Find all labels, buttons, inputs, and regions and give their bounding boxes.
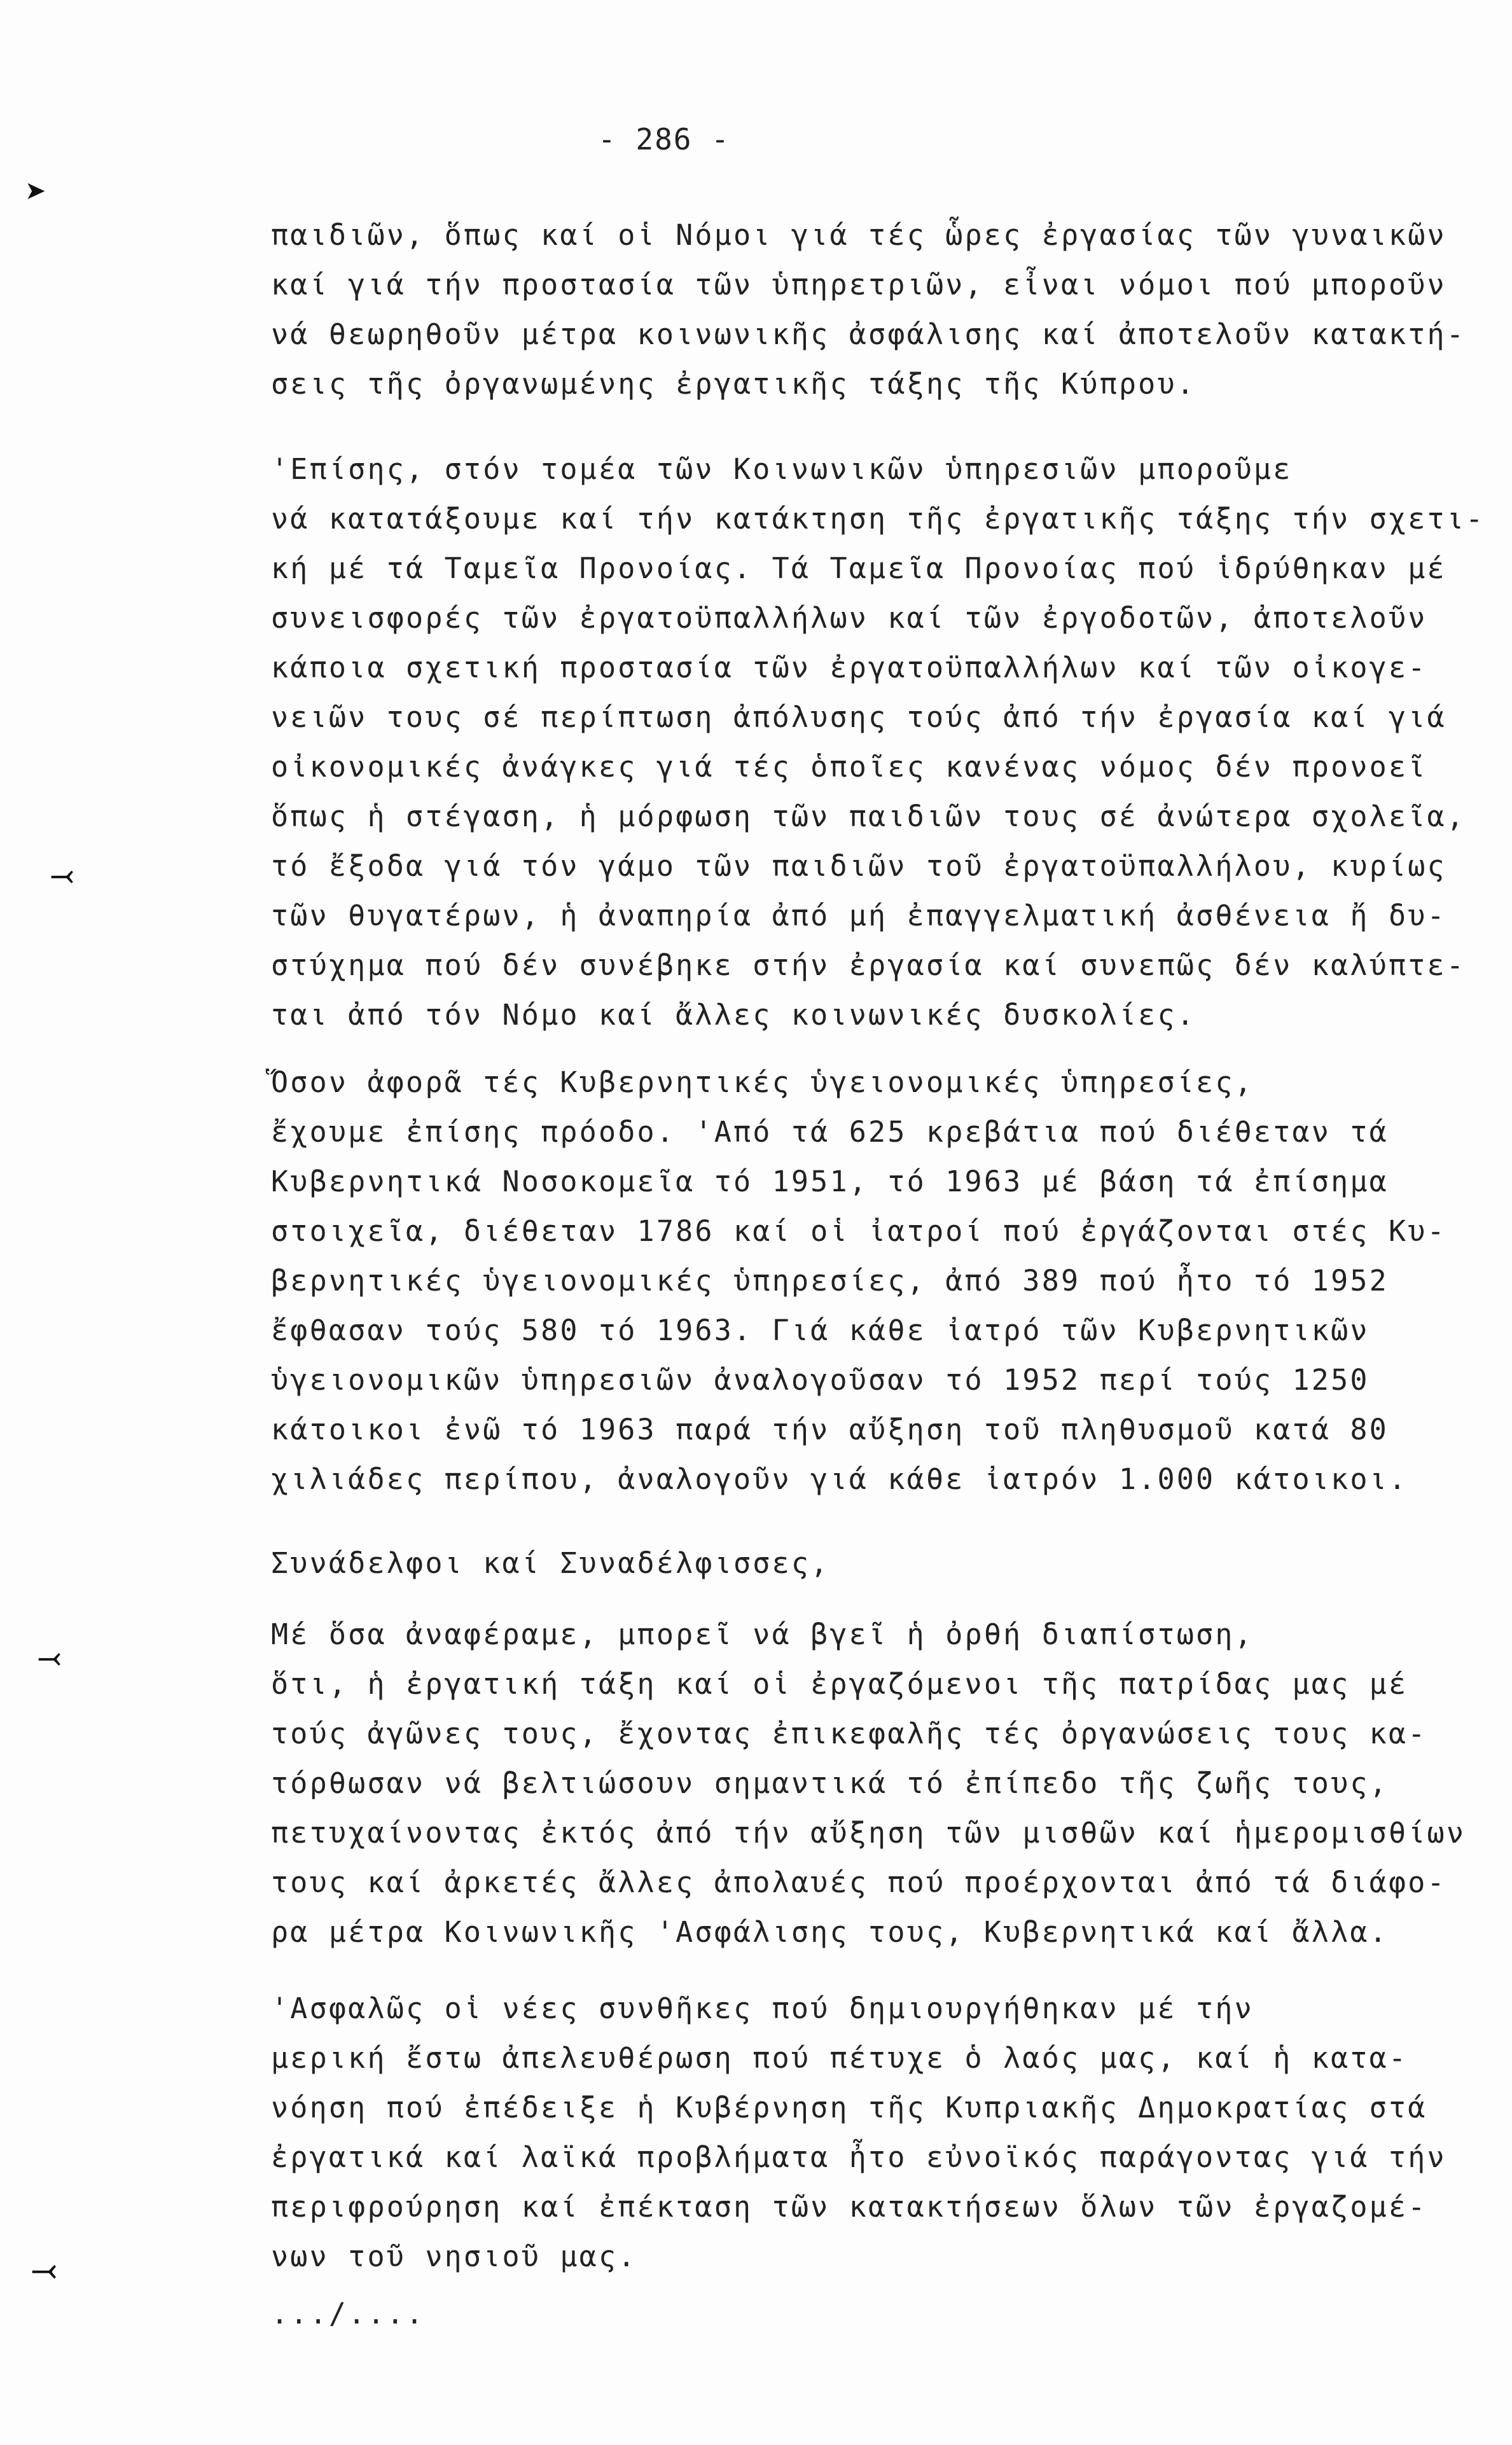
continuation-marker: .../....: [271, 2297, 426, 2331]
text-line: ἐργατικά καί λαϊκά προβλήματα ἦτο εὐνοϊκός παράγοντας γιά τήν: [271, 2140, 1446, 2174]
text-line: οἰκονομικές ἀνάγκες γιά τές ὁποῖες κανένας νόμος δέν προνοεῖ: [271, 750, 1427, 784]
text-line: ἔχουμε ἐπίσης πρόοδο. 'Από τά 625 κρεβάτια πού διέθεταν τά: [271, 1115, 1389, 1149]
margin-arrow-icon: ⤙: [38, 1641, 61, 1673]
text-line: πετυχαίνοντας ἐκτός ἀπό τήν αὔξηση τῶν μισθῶν καί ἡμερομισθίων: [271, 1816, 1466, 1850]
text-line: βερνητικές ὑγειονομικές ὑπηρεσίες, ἀπό 389 πού ἦτο τό 1952: [271, 1264, 1389, 1298]
text-line: νόηση πού ἐπέδειξε ἡ Κυβέρνηση τῆς Κυπριακῆς Δημοκρατίας στά: [271, 2091, 1427, 2124]
text-line: περιφρούρηση καί ἐπέκταση τῶν κατακτήσεων ὅλων τῶν ἐργαζομέ-: [271, 2190, 1427, 2224]
text-line: Ὅσον ἀφορᾶ τές Κυβερνητικές ὑγειονομικές ὑπηρεσίες,: [271, 1065, 1254, 1099]
text-line: ἔφθασαν τούς 580 τό 1963. Γιά κάθε ἰατρό τῶν Κυβερνητικῶν: [271, 1313, 1370, 1347]
text-line: τους καί ἀρκετές ἄλλες ἀπολαυές πού προέρχονται ἀπό τά διάφο-: [271, 1866, 1446, 1899]
text-line: τόρθωσαν νά βελτιώσουν σημαντικά τό ἐπίπεδο τῆς ζωῆς τους,: [271, 1766, 1389, 1800]
text-line: νά θεωρηθοῦν μέτρα κοινωνικῆς ἀσφάλισης καί ἀποτελοῦν κατακτή-: [271, 317, 1466, 351]
text-line: Κυβερνητικά Νοσοκομεῖα τό 1951, τό 1963 μέ βάση τά ἐπίσημα: [271, 1165, 1389, 1198]
text-line: νά κατατάξουμε καί τήν κατάκτηση τῆς ἐργατικῆς τάξης τήν σχετι-: [271, 502, 1485, 536]
text-line: κάποια σχετική προστασία τῶν ἐργατοϋπαλλήλων καί τῶν οἰκογε-: [271, 651, 1427, 684]
text-line: 'Επίσης, στόν τομέα τῶν Κοινωνικῶν ὑπηρεσιῶν μποροῦμε: [271, 452, 1293, 486]
text-line: σεις τῆς ὀργανωμένης ἐργατικῆς τάξης τῆς Κύπρου.: [271, 367, 1196, 401]
text-line: 'Ασφαλῶς οἱ νέες συνθῆκες πού δημιουργήθηκαν μέ τήν: [271, 1991, 1254, 2025]
margin-arrow-icon: ⤙: [32, 2252, 57, 2287]
text-line: ὅτι, ἡ ἐργατική τάξη καί οἱ ἐργαζόμενοι τῆς πατρίδας μας μέ: [271, 1667, 1408, 1701]
text-line: κή μέ τά Ταμεῖα Προνοίας. Τά Ταμεῖα Προνοίας πού ἱδρύθηκαν μέ: [271, 551, 1446, 585]
text-line: κάτοικοι ἐνῶ τό 1963 παρά τήν αὔξηση τοῦ πληθυσμοῦ κατά 80: [271, 1413, 1389, 1446]
text-line: συνεισφορές τῶν ἐργατοϋπαλλήλων καί τῶν ἐργοδοτῶν, ἀποτελοῦν: [271, 601, 1427, 635]
margin-arrow-icon: ➤: [25, 172, 47, 213]
text-line: ὑγειονομικῶν ὑπηρεσιῶν ἀναλογοῦσαν τό 1952 περί τούς 1250: [271, 1363, 1370, 1397]
text-line: Συνάδελφοι καί Συναδέλφισσες,: [271, 1546, 830, 1580]
text-line: τό ἔξοδα γιά τόν γάμο τῶν παιδιῶν τοῦ ἐργατοϋπαλλήλου, κυρίως: [271, 849, 1446, 883]
text-line: νων τοῦ νησιοῦ μας.: [271, 2240, 637, 2273]
text-line: χιλιάδες περίπου, ἀναλογοῦν γιά κάθε ἰατρόν 1.000 κάτοικοι.: [271, 1462, 1408, 1496]
text-line: τῶν θυγατέρων, ἡ ἀναπηρία ἀπό μή ἐπαγγελματική ἀσθένεια ἤ δυ-: [271, 899, 1446, 932]
text-line: τούς ἀγῶνες τους, ἔχοντας ἐπικεφαλῆς τές ὀργανώσεις τους κα-: [271, 1717, 1427, 1750]
text-line: καί γιά τήν προστασία τῶν ὑπηρετριῶν, εἶναι νόμοι πού μποροῦν: [271, 268, 1446, 301]
text-line: ται ἀπό τόν Νόμο καί ἄλλες κοινωνικές δυσκολίες.: [271, 998, 1196, 1032]
text-line: νειῶν τους σέ περίπτωση ἀπόλυσης τούς ἀπό τήν ἐργασία καί γιά: [271, 700, 1446, 734]
text-line: στύχημα πού δέν συνέβηκε στήν ἐργασία καί συνεπῶς δέν καλύπτε-: [271, 948, 1466, 982]
text-line: παιδιῶν, ὅπως καί οἱ Νόμοι γιά τές ὧρες ἐργασίας τῶν γυναικῶν: [271, 218, 1446, 252]
text-line: ὅπως ἡ στέγαση, ἡ μόρφωση τῶν παιδιῶν τους σέ ἀνώτερα σχολεῖα,: [271, 800, 1466, 833]
text-line: στοιχεῖα, διέθεταν 1786 καί οἱ ἰατροί πού ἐργάζονται στές Κυ-: [271, 1214, 1446, 1248]
text-line: Μέ ὅσα ἀναφέραμε, μπορεῖ νά βγεῖ ἡ ὀρθή διαπίστωση,: [271, 1617, 1254, 1651]
margin-arrow-icon: ⤙: [51, 859, 74, 891]
text-line: ρα μέτρα Κοινωνικῆς 'Ασφάλισης τους, Κυβερνητικά καί ἄλλα.: [271, 1915, 1389, 1949]
text-line: μερική ἔστω ἀπελευθέρωση πού πέτυχε ὁ λαός μας, καί ἡ κατα-: [271, 2041, 1408, 2075]
page-number: - 286 -: [598, 122, 730, 156]
